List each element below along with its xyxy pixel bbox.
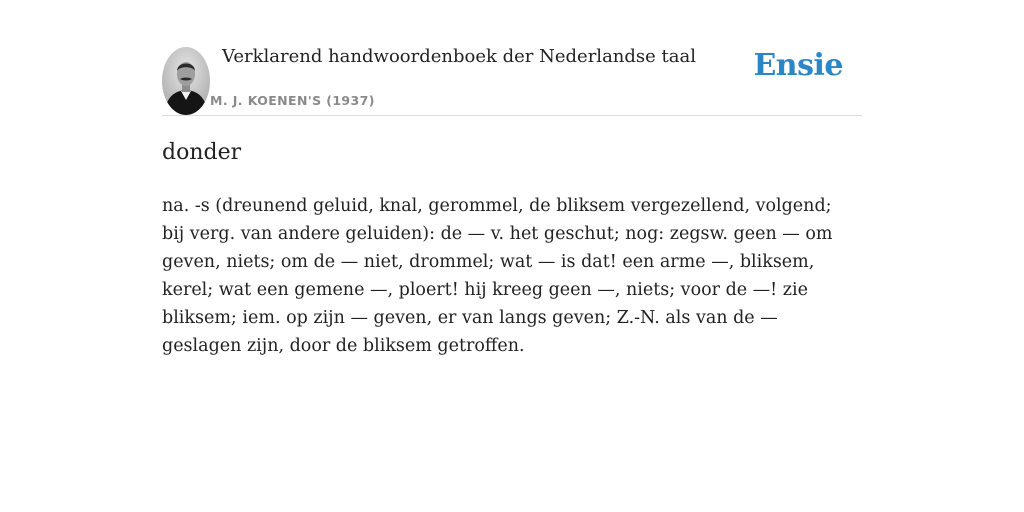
entry-definition: na. -s (dreunend geluid, knal, gerommel, de bliksem vergezellend, volgend; bij verg. van andere geluiden): de — v. het geschut; nog: zegsw. geen — om geven, niets; om de — niet, drommel; wat — is dat! een arme —, bliksem, kerel; wat een gemene —, ploert! hij kreeg geen —, niets; voor de —! zie bliksem; iem. op zijn — geven, er van langs geven; Z.-N. als van de — geslagen zijn, door de bliksem getroffen. xyxy=(162,196,833,356)
book-author: M. J. KOENEN'S (1937) xyxy=(210,93,375,108)
author-portrait-icon xyxy=(162,47,210,115)
entry-header xyxy=(162,0,862,116)
entry-headword: donder xyxy=(162,140,242,165)
book-title-link[interactable]: Verklarend handwoordenboek der Nederlandse taal xyxy=(222,46,696,67)
content-container xyxy=(162,0,862,356)
ensie-logo-link[interactable]: Ensie xyxy=(753,48,843,83)
